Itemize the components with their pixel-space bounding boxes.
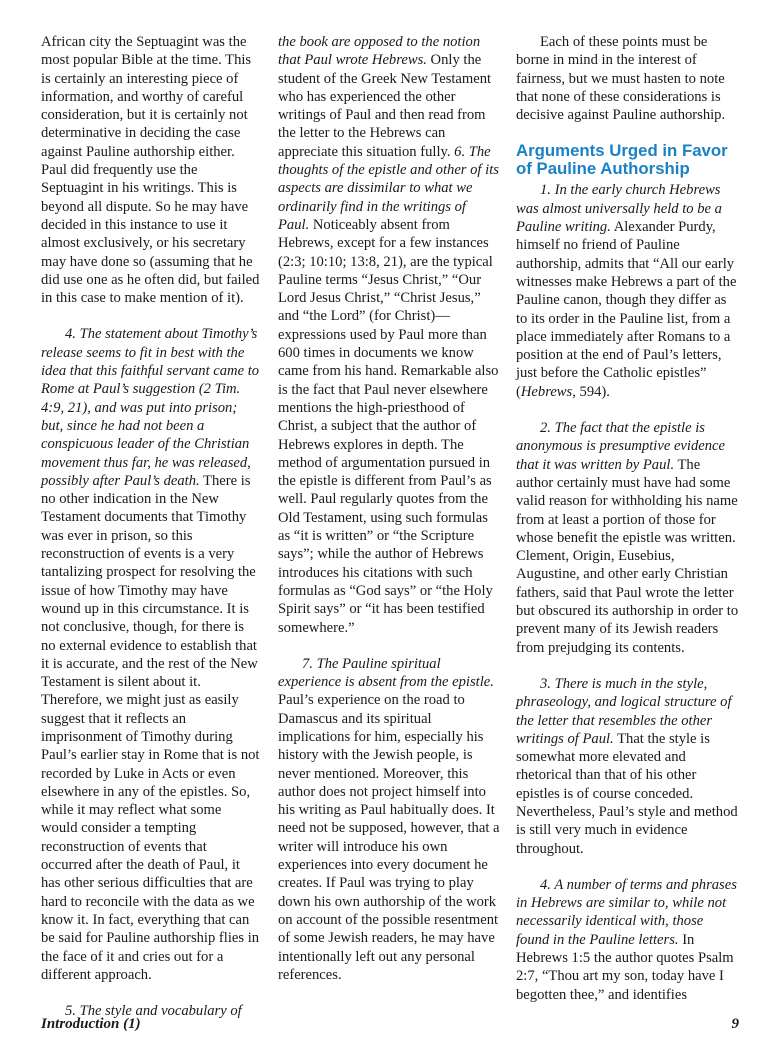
point-statement: the book are opposed to the notion that Paul wrote Hebrews. [278,34,481,69]
paragraph-text: That the style is somewhat more elevated and rhetorical than that of his other epistles is of course conceded. Nevertheless, Paul’s style and method is still very much in evidence throughout. [516,730,738,857]
paragraph-text: , 594). [572,383,610,400]
paragraph [516,876,740,1004]
point-statement: 2. The fact that the epistle is anonymous is presumptive evidence that it was written by Paul. [516,420,725,473]
paragraph-text: Paul’s experience on the road to Damascus and its spiritual implications for him, especially his history with the Jewish people, is never mentioned. Moreover, this author does not project himself into his writing as Paul habitually does. It need not be supposed, however, that a writer will introduce his own experiences into every document he creates. If Paul was trying to play down his own authorship of the work on account of the possible resentment of some Jewish readers, he may have intentionally left out any personal references. [278,692,500,983]
text-column-3 [516,33,740,1004]
paragraph [278,655,500,984]
citation-title: Hebrews [520,383,573,400]
point-statement: 4. The statement about Timothy’s release seems to fit in best with the idea that this faithful servant came to Rome at Paul’s suggestion (2 Tim. 4:9, 21), and was put into prison; but, since he had not been a conspicuous leader of the Christian movement thus far, he was released, possibly after Paul’s death. [41,326,260,489]
paragraph-text: Noticeably absent from Hebrews, except for a few instances (2:3; 10:10; 13:8, 21), are the typical Pauline terms “Jesus Christ,” “Our Lord Jesus Christ,” “Christ Jesus,” and “the Lord” (for Christ)—expressions used by Paul more than 600 times in documents we know came from his hand. Remarkable also is the fact that Paul never elsewhere mentions the high-priesthood of Christ, a subject that the author of Hebrews explores in depth. The method of argumentation pursued in the epistle is different from Paul’s as well. Paul regularly quotes from the Old Testament, using such formulas as “it is written” or “the Scripture says”; while the author of Hebrews introduces his citations with such formulas as “God says” or “the Holy Spirit says” or “it has been testified somewhere.” [278,216,499,636]
point-statement: 3. There is much in the style, phraseology, and logical structure of the letter that resembles the other writings of Paul. [516,675,732,747]
paragraph [516,33,740,124]
text-column-2 [278,33,500,984]
paragraph [278,33,500,637]
point-statement: 7. The Pauline spiritual experience is absent from the epistle. [278,655,494,691]
page-number: 9 [731,1016,739,1032]
point-statement: 5. The style and vocabulary of [65,1003,242,1020]
point-statement: 6. The thoughts of the epistle and other of its aspects are dissimilar to what we ordinarily find in the writings of Paul. [278,143,499,233]
paragraph-text: African city the Septuagint was the most popular Bible at the time. This is certainly an interesting piece of information, and worthy of careful consideration, but it is certainly not determinative in deciding the case against Pauline authorship either. Paul did frequently use the Septuagint in his writings. This is beyond all dispute. So he may have decided in this instance to use it almost exclusively, or his secretary may have done so (assuming that he did use one as he often did, but failed in this case to make mention of it). [41,34,260,307]
paragraph-text: There is no other indication in the New Testament documents that Timothy was ever in prison, so this reconstruction of events is a very tantalizing prospect for resolving the issue of how Timothy may have wound up in this circumstance. It is not conclusive, though, for there is no external evidence to establish that it is accurate, and the rest of the New Testament is silent about it. Therefore, we might just as easily suggest that it reflects an imprisonment of Timothy during Paul’s earlier stay in Rome that is not recorded by Luke in Acts or even elsewhere in any of the epistles. So, while it may reflect what some would consider a tempting reconstruction of events that occurred after the death of Paul, it has other serious difficulties that are hard to reconcile with the data as we know it. In fact, everything that can be said for Pauline authorship flies in the face of it and cries out for a different approach. [41,472,260,983]
paragraph [41,33,261,307]
text-column-1 [41,33,261,1020]
paragraph-text: Each of these points must be borne in mind in the interest of fairness, but we must hasten to note that none of these considerations is decisive against Pauline authorship. [516,34,726,124]
paragraph [516,675,740,858]
paragraph-text: In Hebrews 1:5 the author quotes Psalm 2:7, “Thou art my son, today have I begotten thee,” and identifies [516,931,734,1003]
paragraph-text: The author certainly must have had some valid reason for withholding his name from at least a portion of those for whose benefit the epistle was written. Clement, Origin, Eusebius, Augustine, and other early Christian fathers, said that Paul wrote the letter but obscured its authorship in order to prevent many of its Jewish readers from prejudging its contents. [516,456,739,656]
footer-section-title: Introduction (1) [41,1016,141,1032]
point-statement: 1. In the early church Hebrews was almost universally held to be a Pauline writing. [516,182,722,236]
paragraph [41,325,261,984]
paragraph-text: Alexander Purdy, himself no friend of Pauline authorship, admits that “All our early witnesses make Hebrews a part of the Pauline canon, though they differ as to its order in the Pauline list, from a place immediately after Romans to a position at the end of Paul’s letters, just before the Catholic epistles” ( [516,219,737,400]
paragraph [516,181,740,401]
paragraph [516,419,740,657]
section-heading: Arguments Urged in Favor of Pauline Authorship [516,141,728,179]
paragraph-text: Only the student of the Greek New Testament who has experienced the other writings of Paul and then read from the letter to the Hebrews can appreciate this situation fully. [278,52,492,160]
point-statement: 4. A number of terms and phrases in Hebrews are similar to, while not necessarily identical with, those found in the Pauline letters. [516,876,737,948]
